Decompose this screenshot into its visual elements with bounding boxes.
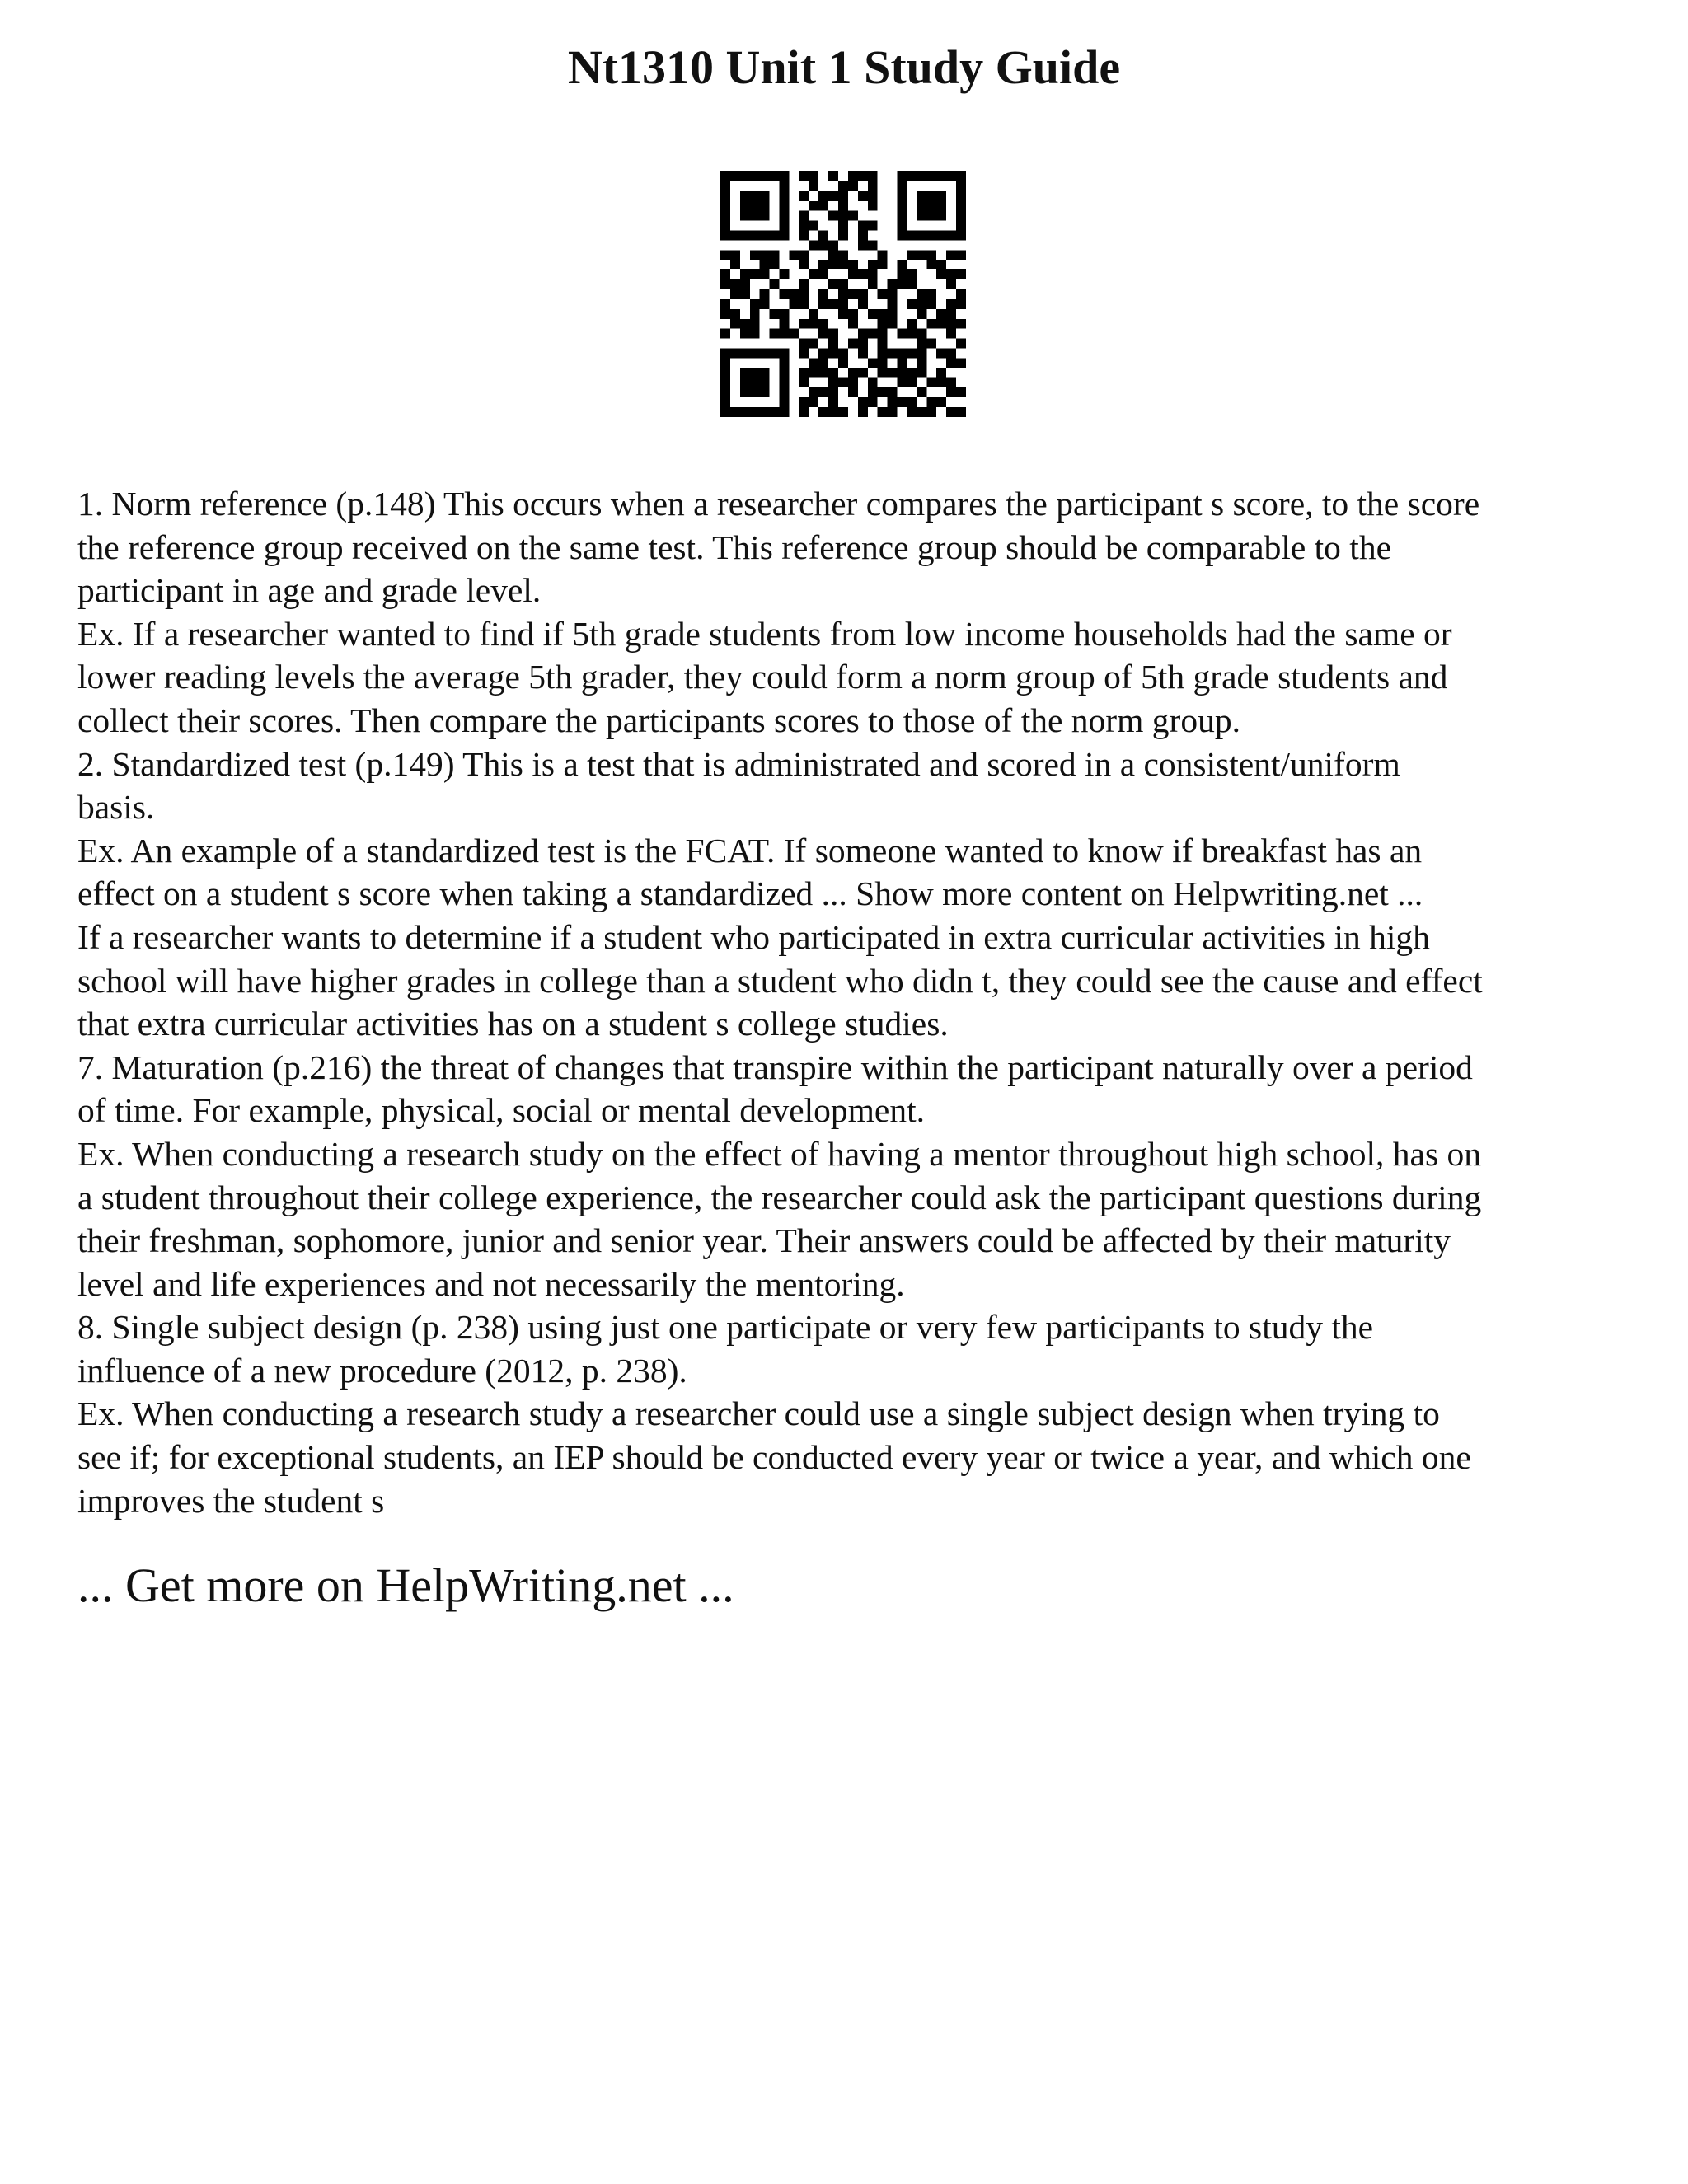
body-line: Ex. If a researcher wanted to find if 5th grade students from low income households had the same or [77, 614, 1452, 653]
body-line: see if; for exceptional students, an IEP should be conducted every year or twice a year, and which one [77, 1438, 1471, 1477]
page-title: Nt1310 Unit 1 Study Guide [567, 40, 1121, 94]
body-line: their freshman, sophomore, junior and senior year. Their answers could be affected by their maturity [77, 1221, 1451, 1260]
body-line: influence of a new procedure (2012, p. 238). [77, 1351, 687, 1390]
body-line: the reference group received on the same test. This reference group should be comparable to the [77, 527, 1392, 566]
body-line: 8. Single subject design (p. 238) using just one participate or very few participants to study the [77, 1308, 1374, 1347]
body-line: 1. Norm reference (p.148) This occurs when a researcher compares the participant s score, to the score [77, 485, 1480, 523]
body-line: improves the student s [77, 1481, 385, 1520]
qr-code-icon [720, 171, 966, 417]
study-guide-body [77, 482, 1627, 1522]
body-line: collect their scores. Then compare the participants scores to those of the norm group. [77, 701, 1240, 739]
body-line: basis. [77, 788, 155, 827]
body-line: effect on a student s score when taking a standardized ... Show more content on Helpwriting.net ... [77, 874, 1423, 913]
body-line: Ex. When conducting a research study a researcher could use a single subject design when trying to [77, 1394, 1440, 1433]
body-line: school will have higher grades in college than a student who didn t, they could see the cause and effect [77, 961, 1483, 1000]
body-line: 2. Standardized test (p.149) This is a test that is administrated and scored in a consistent/uniform [77, 744, 1400, 783]
body-line: of time. For example, physical, social or mental development. [77, 1091, 925, 1130]
get-more-link[interactable]: ... Get more on HelpWriting.net ... [77, 1558, 734, 1612]
body-line: participant in age and grade level. [77, 571, 542, 610]
body-line: a student throughout their college experience, the researcher could ask the participant questions during [77, 1178, 1482, 1216]
body-line: If a researcher wants to determine if a student who participated in extra curricular activities in high [77, 917, 1430, 956]
body-line: Ex. When conducting a research study on the effect of having a mentor throughout high school, has on [77, 1134, 1481, 1173]
body-line: Ex. An example of a standardized test is the FCAT. If someone wanted to know if breakfast has an [77, 831, 1423, 869]
body-line: that extra curricular activities has on a student s college studies. [77, 1005, 949, 1043]
body-line: 7. Maturation (p.216) the threat of changes that transpire within the participant naturally over a period [77, 1047, 1473, 1086]
body-line: lower reading levels the average 5th grader, they could form a norm group of 5th grade students and [77, 658, 1448, 696]
body-line: level and life experiences and not necessarily the mentoring. [77, 1264, 905, 1303]
